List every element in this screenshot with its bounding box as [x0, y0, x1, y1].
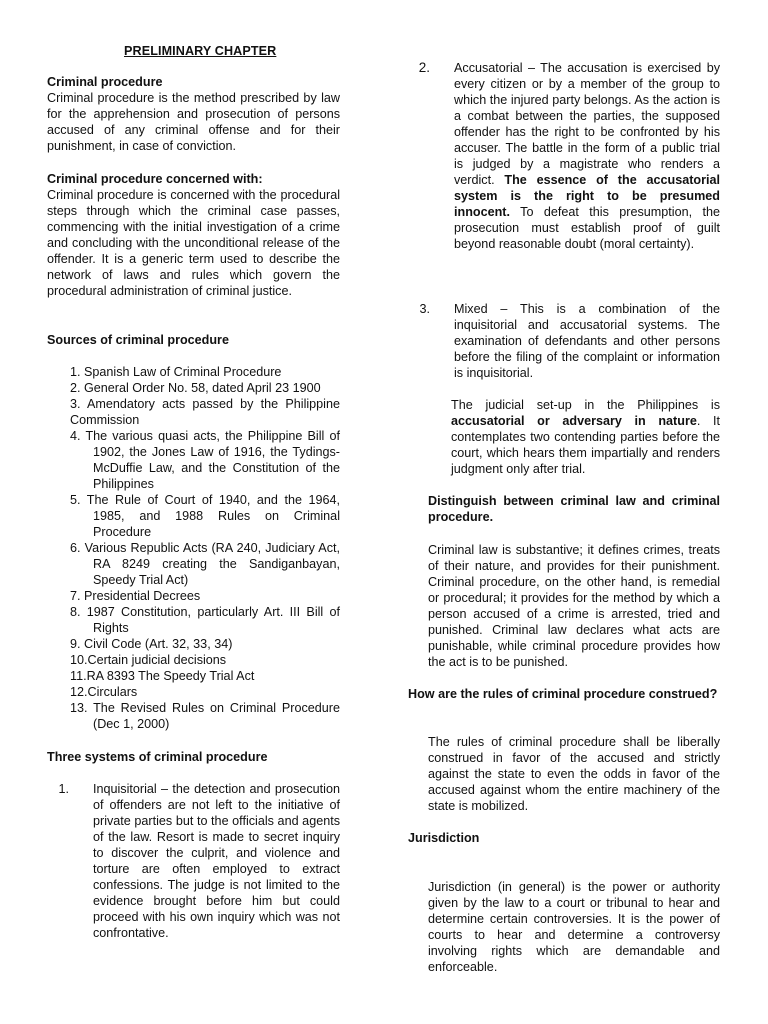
- list-item: 13. The Revised Rules on Criminal Procedure (Dec 1, 2000): [70, 701, 340, 731]
- list-item: 7. Presidential Decrees: [70, 589, 201, 603]
- list-item: 12.Circulars: [70, 685, 138, 699]
- list-item: 9. Civil Code (Art. 32, 33, 34): [70, 637, 233, 651]
- systems-heading: Three systems of criminal procedure: [47, 750, 268, 764]
- mixed-text: Mixed – This is a combination of the inquisitorial and accusatorial systems. The examination of defendants and other persons before the filing of the complaint or information is inquisitorial.: [454, 302, 720, 380]
- list-number: 2.: [418, 60, 430, 75]
- distinguish-body: Criminal law is substantive; it defines crimes, treats of their nature, and provides for their punishment. Criminal procedure, on the other hand, is remedial or procedural; it provides for the method by which a person accused of a crime is arrested, tried and punished. Criminal law declares what acts are punishable, while criminal procedure provides how the act is to be punished.: [428, 543, 720, 669]
- concerned-with-heading: Criminal procedure concerned with:: [47, 172, 263, 186]
- list-number: 1.: [58, 782, 69, 796]
- criminal-procedure-heading: Criminal procedure: [47, 75, 163, 89]
- list-item: 6. Various Republic Acts (RA 240, Judiciary Act, RA 8249 creating the Sandiganbayan, Speedy Trial Act): [70, 541, 340, 587]
- list-item: 11.RA 8393 The Speedy Trial Act: [70, 669, 255, 683]
- list-item: 1. Spanish Law of Criminal Procedure: [70, 365, 282, 379]
- concerned-with-section: [47, 171, 340, 299]
- criminal-procedure-body: Criminal procedure is the method prescribed by law for the apprehension and prosecution of persons accused of any criminal offense and for their punishment, in case of conviction.: [47, 91, 340, 153]
- judicial-setup: [451, 397, 720, 477]
- setup-bold: accusatorial or adversary in nature: [451, 414, 697, 428]
- setup-post: . It contemplates two contending parties before the court, which hears them impartially and renders judgment only after trial.: [451, 414, 720, 476]
- sources-list: [70, 364, 340, 732]
- list-number: 3.: [419, 302, 430, 316]
- accusatorial-essence: The essence of the accusatorial system is the right to be presumed innocent.: [454, 173, 721, 219]
- accusatorial-text: [454, 60, 720, 252]
- construed-heading: How are the rules of criminal procedure construed?: [408, 687, 718, 701]
- accusatorial-text-a: Accusatorial – The accusation is exercised by every citizen or by a member of the group to which the injured party belongs. As the action is a combat between the parties, the supposed offender has the right to be confronted by his accuser. The battle in the form of a public trial is judged by a magistrate who renders a verdict.: [454, 61, 720, 187]
- page-title: PRELIMINARY CHAPTER: [124, 44, 277, 58]
- sources-heading: Sources of criminal procedure: [47, 333, 229, 347]
- list-item: 2. General Order No. 58, dated April 23 1900: [70, 381, 321, 395]
- concerned-with-body: Criminal procedure is concerned with the procedural steps through which the criminal case passes, commencing with the initial investigation of a crime and concluding with the unconditional release of the offender. It is a generic term used to describe the network of laws and rules which govern the procedural administration of criminal justice.: [47, 188, 340, 298]
- list-item: 4. The various quasi acts, the Philippine Bill of 1902, the Jones Law of 1916, the Tydings-McDuffie Law, and the Constitution of the Philippines: [70, 429, 340, 491]
- criminal-procedure-section: [47, 74, 340, 154]
- accusatorial-text-b: To defeat this presumption, the prosecution must establish proof of guilt beyond reasonable doubt (moral certainty).: [454, 205, 721, 251]
- inquisitorial-text: Inquisitorial – the detection and prosecution of offenders are not left to the initiative of private parties but to the officials and agents of the law. Resort is made to secret inquiry to discover the culprit, and violence and torture are often employed to extract confessions. The judge is not limited to the evidence brought before him but could proceed with his own inquiry which was not confrontative.: [93, 782, 340, 940]
- list-item: 10.Certain judicial decisions: [70, 653, 227, 667]
- jurisdiction-body: Jurisdiction (in general) is the power or authority given by the law to a court or tribunal to hear and determine certain controversies. It is the power of courts to hear and determine a controversy involving rights which are demandable and enforceable.: [428, 880, 720, 974]
- setup-pre: The judicial set-up in the Philippines is: [451, 398, 720, 412]
- list-item: 3. Amendatory acts passed by the Philippine Commission: [70, 397, 340, 427]
- list-item: 5. The Rule of Court of 1940, and the 1964, 1985, and 1988 Rules on Criminal Procedure: [70, 493, 340, 539]
- construed-body: The rules of criminal procedure shall be liberally construed in favor of the accused and strictly against the state to even the odds in favor of the accused against whom the entire machinery of the state is mobilized.: [428, 735, 720, 813]
- jurisdiction-heading: Jurisdiction: [408, 831, 480, 845]
- distinguish-heading: Distinguish between criminal law and criminal procedure.: [428, 494, 720, 524]
- list-item: 8. 1987 Constitution, particularly Art. III Bill of Rights: [70, 605, 340, 635]
